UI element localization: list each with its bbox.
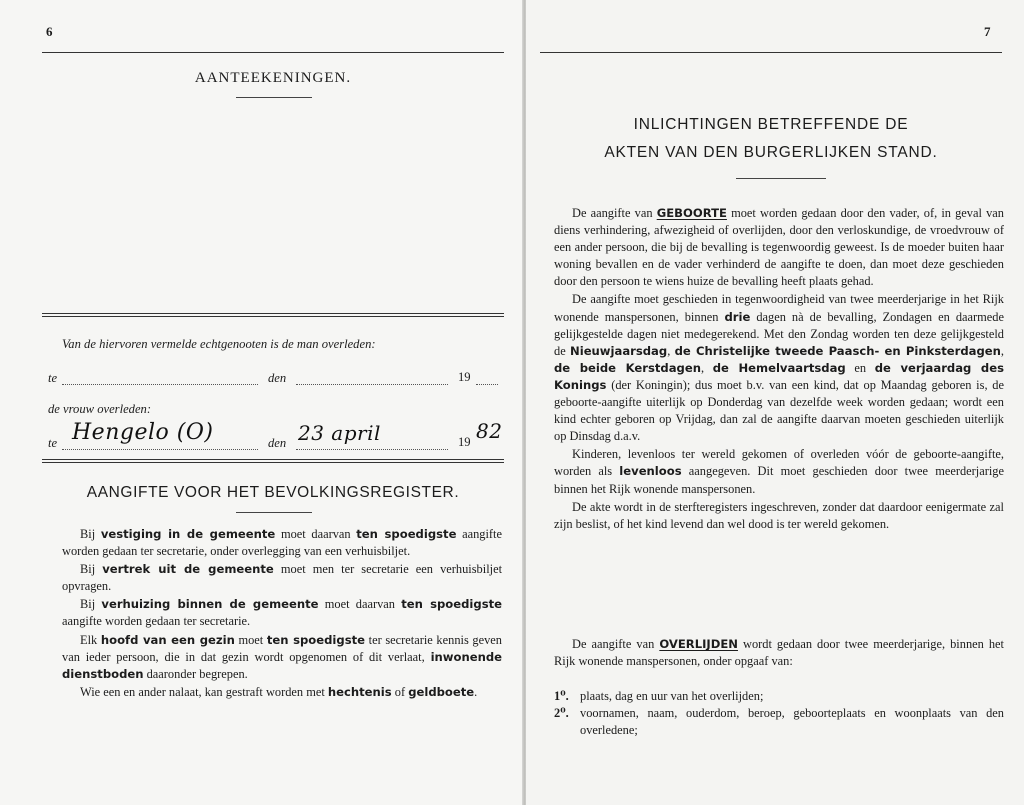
top-rule-left xyxy=(42,52,504,53)
register-paragraph: Bij vertrek uit de gemeente moet men ter secretarie een verhuisbiljet opvragen. xyxy=(62,562,503,594)
register-title: AANGIFTE VOOR HET BEVOLKINGSREGISTER. xyxy=(86,484,460,501)
top-rule-right xyxy=(540,52,1002,53)
birth-paragraph: De akte wordt in de sterfteregisters ingeschreven, zonder dat daardoor eenigermate zal zijn beslist, of het kind levend dan wel dood is ter wereld gekomen. xyxy=(554,499,1004,531)
list-item: 2⁰. voornamen, naam, ouderdom, beroep, geboorteplaats en woonplaats van den overledene; xyxy=(554,706,1004,737)
wife-death-label: de vrouw overleden: xyxy=(48,402,152,416)
right-page xyxy=(526,0,1024,805)
register-text xyxy=(62,526,502,702)
register-paragraph: Bij verhuizing binnen de gemeente moet daarvan ten spoedigste aangifte worden gedaan ter secretarie. xyxy=(62,597,502,629)
page-number-left: 6 xyxy=(46,24,53,39)
husband-death-intro: Van de hiervoren vermelde echtgenooten is de man overleden: xyxy=(62,337,376,351)
register-paragraph: Bij vestiging in de gemeente moet daarvan ten spoedigste aangifte worden gedaan ter secretarie, onder overlegging van een verhuisbiljet. xyxy=(62,527,502,559)
year-prefix-1: 19 xyxy=(458,370,471,384)
birth-paragraph: De aangifte van GEBOORTE moet worden gedaan door den vader, of, in geval van diens verhindering, afwezigheid of overlijden, door den verloskundige, de vroedvrouw of een ander persoon, die bij de bevalling is tegenwoordig geweest. Is de moeder buiten haar woning bevallen en de vader verhinderd de aangifte te doen, dan moet deze geschieden door den persoon te wiens huize de bevalling heeft plaats gehad. xyxy=(554,206,1004,289)
place-line-1 xyxy=(62,384,258,385)
death-text xyxy=(554,636,1004,671)
year-line-1 xyxy=(476,384,498,385)
handwritten-date: 23 april xyxy=(298,421,381,445)
year-prefix-2: 19 xyxy=(458,435,471,449)
list-item: 1⁰. plaats, dag en uur van het overlijden; xyxy=(554,689,764,703)
label-den-1: den xyxy=(268,371,287,385)
register-title-underline xyxy=(236,512,312,513)
label-te-1: te xyxy=(48,371,58,385)
birth-paragraph: Kinderen, levenloos ter wereld gekomen of overleden vóór de geboorte-aangifte, worden als levenloos aangegeven. Dit moet geschieden door twee meerderjarige binnen het Rijk wonende manspersonen. xyxy=(554,447,1004,496)
register-double-rule xyxy=(42,459,504,460)
notes-title: AANTEEKENINGEN. xyxy=(194,70,352,86)
info-title-line2: AKTEN VAN DEN BURGERLIJKEN STAND. xyxy=(604,144,938,161)
register-paragraph: Wie een en ander nalaat, kan gestraft worden met hechtenis of geldboete. xyxy=(80,684,478,699)
date-line-2 xyxy=(296,449,448,450)
death-items-list xyxy=(554,688,1004,739)
info-title-line1: INLICHTINGEN BETREFFENDE DE xyxy=(633,116,909,133)
birth-text xyxy=(554,205,1004,534)
page-number-right: 7 xyxy=(984,24,991,39)
handwritten-year: 82 xyxy=(476,419,503,443)
place-line-2 xyxy=(62,449,258,450)
death-paragraph: De aangifte van OVERLIJDEN wordt gedaan door twee meerderjarige, binnen het Rijk wonende manspersonen, onder opgaaf van: xyxy=(554,637,1004,669)
section-double-rule xyxy=(42,313,504,314)
title-underline-left xyxy=(236,97,312,98)
handwritten-place: Hengelo (O) xyxy=(72,420,214,445)
label-te-2: te xyxy=(48,436,58,450)
date-line-1 xyxy=(296,384,448,385)
info-title-underline xyxy=(736,178,826,179)
label-den-2: den xyxy=(268,436,287,450)
register-paragraph: Elk hoofd van een gezin moet ten spoedigste ter secretarie kennis geven van ieder persoon, die in dat gezin wordt opgenomen of dit verlaat, inwonende dienstboden daaronder begrepen. xyxy=(62,632,502,681)
birth-paragraph: De aangifte moet geschieden in tegenwoordigheid van twee meerderjarige in het Rijk wonende manspersonen, binnen drie dagen nà de bevalling, Zondagen en daarmede gelijkgestelde dagen niet medegerekend. Met den Zondag worden ten deze gelijkgesteld de Nieuwjaarsdag, de Christelijke tweede Paasch- en Pinksterdagen, de beide Kerstdagen, de Hemelvaartsdag en de verjaardag des Konings (der Koningin); dus moet b.v. van een kind, dat op Maandag geboren is, de geboorte-aangifte uiterlijk op Donderdag van dezelfde week worden gedaan; wordt een kind echter geboren op Vrijdag, dan zal de aangifte daarvan moeten geschieden uiterlijk op Dinsdag d.a.v. xyxy=(554,292,1005,444)
